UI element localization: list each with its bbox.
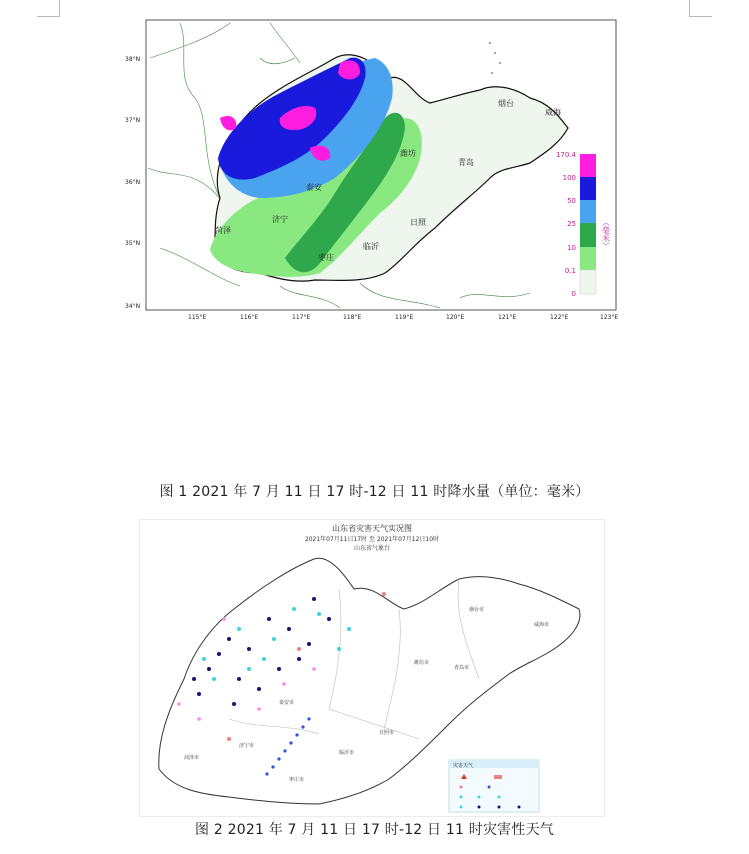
city-label: 日照市 (379, 730, 395, 736)
lat-label: 38°N (125, 56, 141, 63)
precipitation-map-svg (120, 18, 620, 323)
precip-patch-2 (338, 60, 360, 79)
legend-swatch (580, 270, 596, 294)
lat-label: 36°N (125, 179, 141, 186)
city-label: 枣庄市 (289, 777, 305, 783)
hazard-map-subtitle: 2021年07月11日17时 至 2021年07月12日10时 (304, 536, 440, 543)
lat-label: 37°N (125, 117, 141, 124)
city-label: 烟台市 (469, 607, 485, 613)
city-label: 菏泽市 (184, 755, 200, 761)
city-label: 济宁市 (239, 743, 255, 749)
figure-1-caption: 图 1 2021 年 7 月 11 日 17 时-12 日 11 时降水量（单位：毫米） (159, 484, 590, 500)
lat-labels (125, 56, 140, 310)
lon-label: 117°E (292, 314, 311, 321)
lon-labels (188, 314, 618, 321)
legend-level: 0 (571, 290, 576, 298)
lon-label: 119°E (395, 314, 414, 321)
legend-swatch (580, 154, 596, 177)
legend-swatch (580, 200, 596, 223)
legend-level: 0.1 (564, 267, 576, 275)
hazard-map-agency: 山东省气象台 (353, 545, 391, 552)
lon-label: 122°E (550, 314, 569, 321)
city-label: 菏泽 (215, 226, 231, 235)
legend-title: 灾害天气 (453, 763, 474, 769)
legend-level: 10 (567, 244, 576, 252)
city-label: 日照 (410, 218, 426, 227)
legend-unit: （毫米） (601, 218, 611, 250)
lon-label: 116°E (240, 314, 259, 321)
lat-label: 34°N (125, 303, 141, 310)
city-label: 枣庄 (318, 253, 334, 262)
city-label: 泰安市 (279, 700, 295, 706)
city-label: 临沂 (363, 242, 379, 251)
lon-label: 121°E (498, 314, 517, 321)
figure-2-caption: 图 2 2021 年 7 月 11 日 17 时-12 日 11 时灾害性天气 (195, 822, 554, 838)
city-label: 青岛 (458, 158, 474, 167)
city-label: 青岛市 (454, 665, 470, 671)
hazard-map-title: 山东省灾害天气实况图 (332, 524, 412, 533)
city-label: 潍坊市 (414, 660, 430, 666)
city-label: 烟台 (498, 99, 514, 108)
legend-swatch (580, 223, 596, 247)
lon-label: 118°E (343, 314, 362, 321)
figure-1-precipitation-map (120, 18, 620, 323)
city-label: 泰安 (306, 183, 322, 192)
crop-mark-left (37, 0, 60, 17)
city-label: 威海 (545, 108, 561, 117)
city-label: 威海市 (534, 622, 550, 628)
lon-label: 123°E (600, 314, 619, 321)
legend-level: 170.4 (555, 151, 576, 159)
city-label: 潍坊 (400, 149, 416, 158)
crop-mark-right (689, 0, 712, 17)
legend-level: 25 (567, 220, 576, 228)
lon-label: 120°E (446, 314, 465, 321)
legend-level: 100 (562, 174, 576, 182)
city-label: 济宁 (272, 215, 288, 224)
city-label: 临沂市 (339, 750, 355, 756)
figure-2-hazard-map (139, 519, 605, 817)
lon-label: 115°E (188, 314, 207, 321)
legend-swatch (580, 177, 596, 200)
legend-level: 50 (567, 197, 576, 205)
lat-label: 35°N (125, 240, 141, 247)
legend-swatch (580, 247, 596, 270)
